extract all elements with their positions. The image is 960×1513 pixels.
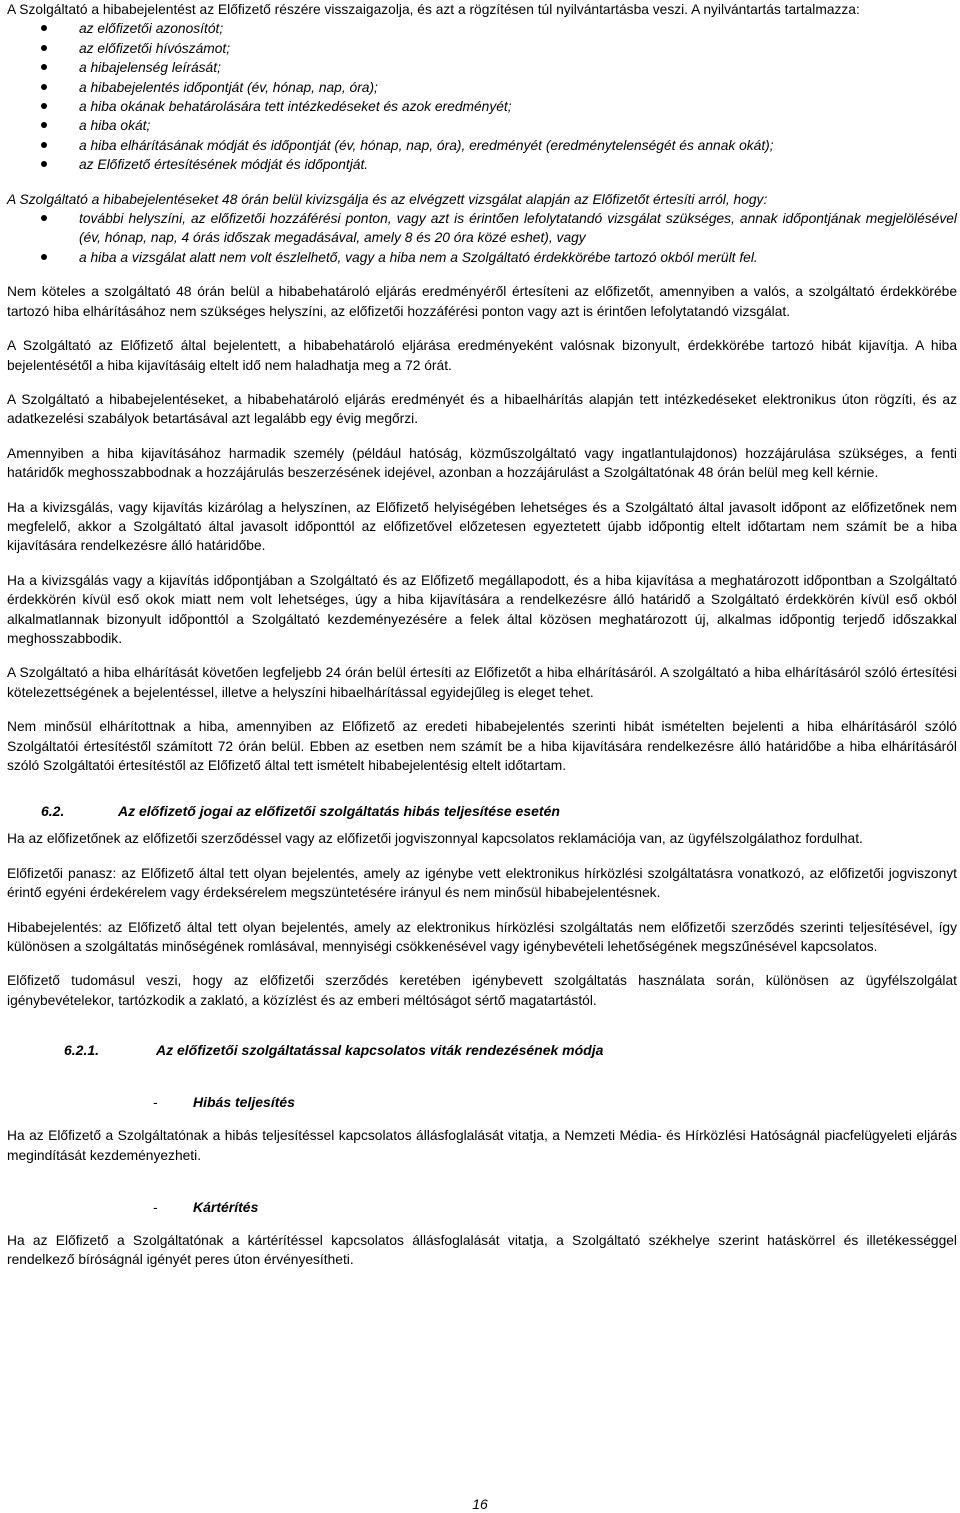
investigation-paragraph: A Szolgáltató a hibabejelentéseket 48 órán belül kivizsgálja és az elvégzett vizsgálat alapján az Előfizetőt értesíti arról, hogy: (7, 191, 768, 207)
document-page (7, 0, 957, 1270)
list-item: az előfizetői hívószámot; (7, 39, 957, 58)
paragraph: Nem köteles a szolgáltató 48 órán belül a hibabehatároló eljárás eredményéről értesíteni az előfizetőt, amennyiben a valós, a szolgáltató érdekkörébe tartozó hiba elhárításához nem szükséges helyszíni, az előfizetői hozzáférési ponton vagy azt is érintően lefolytatandó vizsgálat. (7, 284, 957, 319)
paragraph: Ha az Előfizető a Szolgáltatónak a kártérítéssel kapcsolatos állásfoglalását vitatja, a Szolgáltató székhelye szerint hatáskörrel és illetékességgel rendelkező bíróságnál igényét peres úton érvényesítheti. (7, 1233, 957, 1268)
list-item: az előfizetői azonosítót; (7, 19, 957, 38)
list-item: a hibabejelentés időpontját (év, hónap, nap, óra); (7, 78, 957, 97)
paragraph: Ha az Előfizető a Szolgáltatónak a hibás teljesítéssel kapcsolatos állásfoglalását vitatja, a Nemzeti Média- és Hírközlési Hatóságnál piacfelügyeleti eljárás megindítását kezdeményezheti. (7, 1128, 957, 1163)
list-item: az Előfizető értesítésének módját és időpontját. (7, 155, 957, 174)
subheading-hibas-teljesites: - Hibás teljesítés (153, 1094, 295, 1111)
section-title: Az előfizető jogai az előfizetői szolgáltatás hibás teljesítése esetén (118, 803, 560, 820)
investigation-list (7, 209, 957, 267)
bullet-icon (41, 254, 47, 260)
subheading-title: Hibás teljesítés (193, 1094, 295, 1111)
register-list (7, 19, 957, 174)
bullet-icon (41, 122, 47, 128)
bullet-icon (41, 142, 47, 148)
bullet-icon (41, 84, 47, 90)
paragraph: Ha a kivizsgálás, vagy kijavítás kizárólag a helyszínen, az Előfizető helyiségében lehetséges és a Szolgáltató által javasolt időpont az előfizetőnek nem megfelelő, akkor a Szolgáltató által javasolt időponttól az előfizetővel előzetesen egyeztetett újabb időpontig eltelt időtartam nem számít be a hiba kijavítására rendelkezésre álló határidőbe. (7, 499, 957, 554)
paragraph: Amennyiben a hiba kijavításához harmadik személy (például hatóság, közműszolgáltató vagy ingatlantulajdonos) hozzájárulása szükséges, a fenti határidők meghosszabbodnak a hozzájárulás beszerzésének idejével, azonban a hozzájárulást a Szolgáltatónak 48 órán belül meg kell kérnie. (7, 445, 957, 481)
bullet-icon (41, 25, 47, 31)
list-item: a hibajelenség leírását; (7, 58, 957, 77)
bullet-icon (41, 64, 47, 70)
subheading-title: Kártérítés (193, 1199, 259, 1216)
list-item: a hiba elhárításának módját és időpontját (év, hónap, nap, óra), eredményét (eredménytelenségét és annak okát); (7, 136, 957, 155)
paragraph: A Szolgáltató az Előfizető által bejelentett, a hibabehatároló eljárása eredményeként valósnak bizonyult, érdekkörébe tartozó hibát kijavítja. A hiba bejelentésétől a hiba kijavításáig eltelt idő nem haladhatja meg a 72 órát. (7, 338, 957, 373)
paragraph: Nem minősül elhárítottnak a hiba, amennyiben az Előfizető az eredeti hibabejelentés szerinti hibát ismételten bejelenti a hiba elhárításáról szóló Szolgáltatói értesítéstől számított 72 órán belül. Ebben az esetben nem számít be a hiba kijavítására rendelkezésre álló határidőbe a hiba elhárításáról szóló Szolgáltatói értesítéstől az Előfizető által tett ismételt hibabejelentésig eltelt időtartam. (7, 719, 957, 773)
page-number: 16 (472, 1496, 488, 1512)
section-number: 6.2. (41, 803, 65, 820)
list-item: további helyszíni, az előfizetői hozzáférési ponton, vagy azt is érintően lefolytatandó vizsgálat szükséges, annak időpontjának megjelölésével (év, hónap, nap, 4 órás időszak megadásával, amely 8 és 20 óra közé eshet), vagy (7, 209, 957, 248)
paragraph: A Szolgáltató a hibabejelentéseket, a hibabehatároló eljárás eredményét és a hibaelhárítás alapján tett intézkedéseket elektronikus úton rögzíti, és az adatkezelési szabályok betartásával azt legalább egy évig megőrzi. (7, 391, 957, 427)
section-heading-6-2-1 (7, 1040, 957, 1060)
list-item: a hiba okát; (7, 116, 957, 135)
bullet-icon (41, 161, 47, 167)
list-item: a hiba a vizsgálat alatt nem volt észlelhető, vagy a hiba nem a Szolgáltató érdekkörébe tartozó okból merült fel. (7, 248, 957, 267)
list-item: a hiba okának behatárolására tett intézkedéseket és azok eredményét; (7, 97, 957, 116)
bullet-icon (41, 215, 47, 221)
paragraph: Ha a kivizsgálás vagy a kijavítás időpontjában a Szolgáltató és az Előfizető megállapodott, és a hiba kijavítása a meghatározott időpontban a Szolgáltató érdekkörén kívül eső okok miatt nem volt lehetséges, úgy a hiba kijavítására a rendelkezésre álló határidő a Szolgáltató érdekkörén kívül eső okból alkalmatlannak bizonyult időponttól a Szolgáltató kezdeményezésére a felek által közösen meghatározott új, alkalmas időpontig terjedő időszakkal meghosszabbodik. (7, 572, 957, 646)
paragraph: A Szolgáltató a hiba elhárítását követően legfeljebb 24 órán belül értesíti az Előfizetőt a hiba elhárításáról. A szolgáltató a hiba elhárításáról szóló értesítési kötelezettségének a bejelentéssel, illetve a helyszíni hibaelhárítással egyidejűleg is eleget tehet. (7, 665, 957, 700)
subheading-karterites: - Kártérítés (153, 1199, 259, 1216)
section-title: Az előfizetői szolgáltatással kapcsolatos viták rendezésének módja (156, 1042, 604, 1059)
bullet-icon (41, 45, 47, 51)
paragraph: Előfizetői panasz: az Előfizető által tett olyan bejelentés, amely az igénybe vett elektronikus hírközlési szolgáltatásra vonatkozó, az előfizetői jogviszonyt érintő egyéni érdekérelem vagy érdeksérelem megszüntetésére irányul és nem minősül hibabejelentésnek. (7, 865, 957, 901)
bullet-icon (41, 103, 47, 109)
section-heading-6-2 (7, 801, 957, 821)
section-number: 6.2.1. (64, 1042, 100, 1059)
paragraph: Hibabejelentés: az Előfizető által tett olyan bejelentés, amely az elektronikus hírközlési szolgáltatás nem előfizetői szerződés szerinti teljesítésével, így különösen a szolgáltatás minőségének romlásával, mennyiségi csökkenésével vagy igénybevételi lehetőségének megszűnésével kapcsolatos. (7, 919, 957, 955)
paragraph: Előfizető tudomásul veszi, hogy az előfizetői szerződés keretében igénybevett szolgáltatás használata során, különösen az ügyfélszolgálat igénybevételekor, tartózkodik a zaklató, a közízlést és az emberi méltóságot sértő magatartástól. (7, 973, 957, 1008)
intro-paragraph: A Szolgáltató a hibabejelentést az Előfizető részére visszaigazolja, és azt a rögzítésen túl nyilvántartásba veszi. A nyilvántartás tartalmazza: (7, 2, 860, 17)
paragraph: Ha az előfizetőnek az előfizetői szerződéssel vagy az előfizetői jogviszonnyal kapcsolatos reklamációja van, az ügyfélszolgálathoz fordulhat. (7, 831, 863, 847)
